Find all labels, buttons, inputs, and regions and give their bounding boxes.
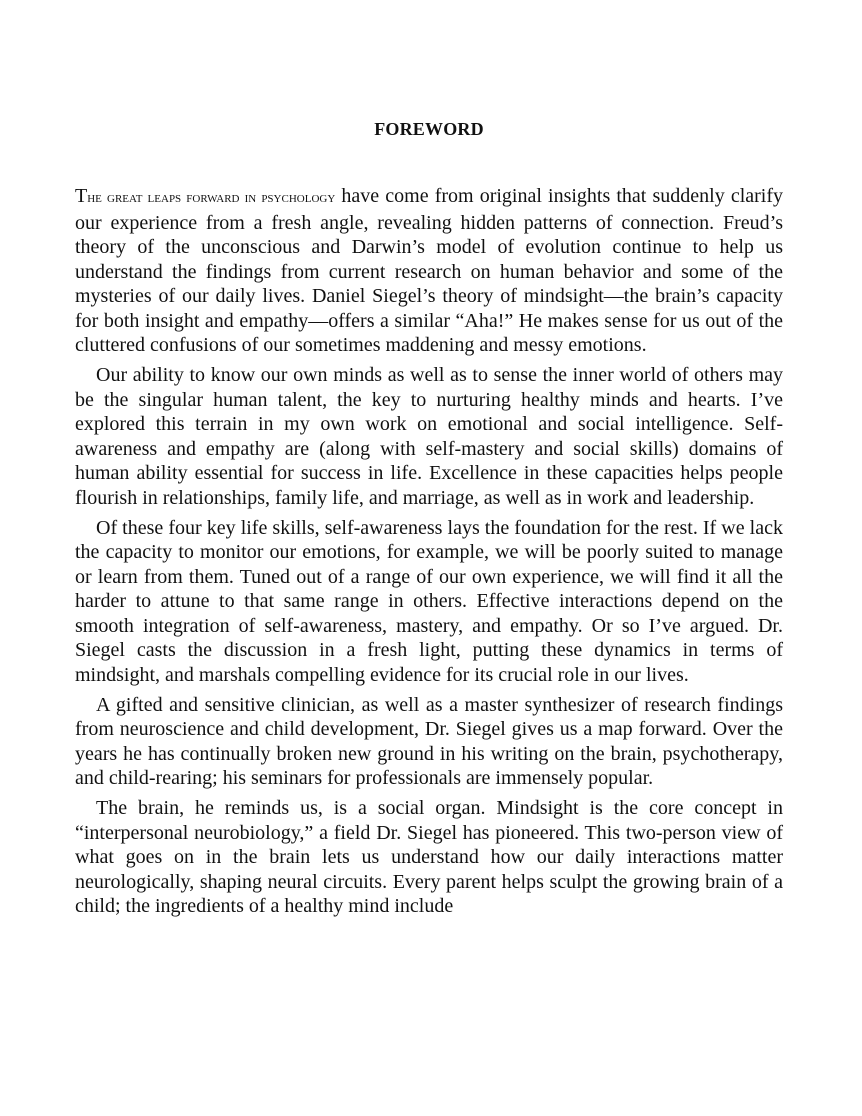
paragraph-4: A gifted and sensitive clinician, as well as a master synthesizer of research findings from neuroscience and child development, Dr. Siegel gives us a map forward. Over the years he has continually broken new ground in his writing on the brain, psychotherapy, and child-rearing; his seminars for professionals are immensely popular. bbox=[75, 693, 783, 789]
paragraph-3: Of these four key life skills, self-awareness lays the foundation for the rest. If we lack the capacity to monitor our emotions, for example, we will be poorly suited to manage or learn from them. Tuned out of a range of our own experience, we will find it all the harder to attune to that same range in others. Effective interactions depend on the smooth integration of self-awareness, mastery, and empathy. Or so I’ve argued. Dr. Siegel casts the discussion in a fresh light, putting these dynamics in terms of mindsight, and marshals compelling evidence for its crucial role in our lives. bbox=[75, 516, 783, 686]
paragraph-2: Our ability to know our own minds as well as to sense the inner world of others may be the singular human talent, the key to nurturing healthy minds and hearts. I’ve explored this terrain in my own work on emotional and social intelligence. Self-awareness and empathy are (along with self-mastery and social skills) domains of human ability essential for success in life. Excellence in these capacities helps people flourish in relationships, family life, and marriage, as well as in work and leadership. bbox=[75, 364, 783, 509]
paragraph-1-text: have come from original insights that suddenly clarify our experience from a fresh angle, revealing hidden patterns of connection. Freud’s theory of the unconscious and Darwin’s model of evolution continue to help us understand the findings from current research on human behavior and some of the mysteries of our daily lives. Daniel Siegel’s theory of mindsight—the brain’s capacity for both insight and empathy—offers a similar “Aha!” He makes sense for us out of the cluttered confusions of our sometimes maddening and messy emotions. bbox=[75, 185, 784, 356]
opening-initial: T bbox=[75, 185, 88, 207]
paragraph-5: The brain, he reminds us, is a social organ. Mindsight is the core concept in “interpersonal neurobiology,” a field Dr. Siegel has pioneered. This two-person view of what goes on in the brain lets us understand how our daily interactions matter neurologically, shaping neural circuits. Every parent helps sculpt the growing brain of a child; the ingredients of a healthy mind include bbox=[75, 797, 783, 917]
opening-smallcaps bbox=[75, 185, 336, 207]
chapter-title: FOREWORD bbox=[374, 119, 484, 139]
foreword-body bbox=[75, 184, 783, 924]
paragraph-1 bbox=[75, 184, 783, 358]
opening-smallcaps-text: he great leaps forward in psychology bbox=[87, 189, 336, 206]
